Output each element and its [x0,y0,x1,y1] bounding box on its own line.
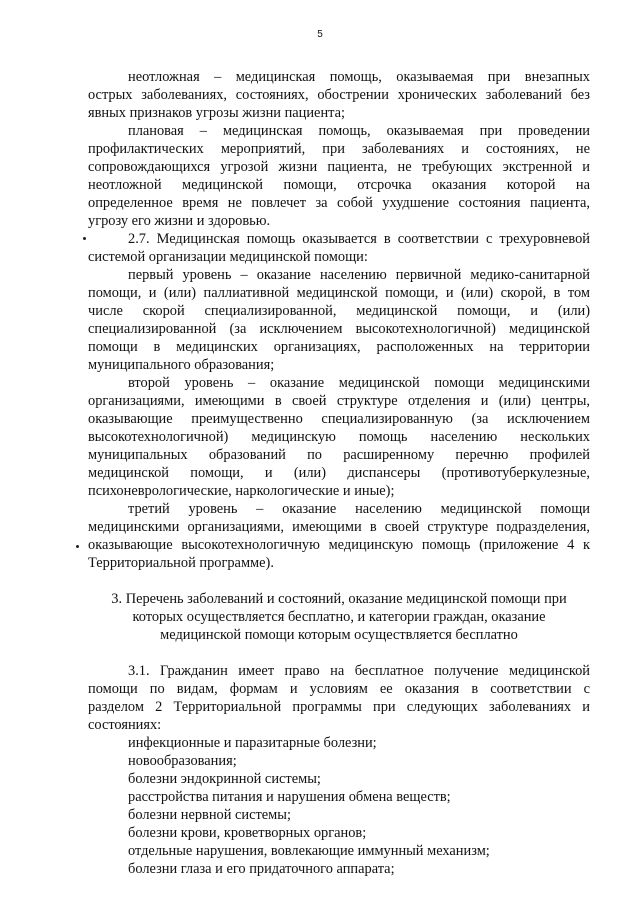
text-line: Территориальной программе). [88,555,274,571]
text-line: расстройства питания и нарушения обмена веществ; [128,789,451,805]
scan-speck [83,237,86,240]
text-line: явных признаков угрозы жизни пациента; [88,105,345,121]
text-line: медицинскими организациями, имеющими в своей структуре подразделения, [88,519,590,535]
text-line: разделом 2 Территориальной программы при следующих заболеваниях и [88,699,590,715]
text-line: состояниях: [88,717,162,733]
text-line: оказывающие высокотехнологичную медицинскую помощь (приложение 4 к [88,537,590,553]
text-line: болезни крови, кроветворных органов; [128,825,367,841]
text-line: второй уровень – оказание медицинской помощи медицинскими [128,375,590,391]
page-number: 5 [317,29,323,40]
text-line: оказывающие преимущественно специализированную (за исключением [88,411,590,427]
text-line: 3. Перечень заболеваний и состояний, оказание медицинской помощи при [111,591,567,607]
text-line: специализированной (за исключением высокотехнологичной) медицинской [88,321,590,337]
text-line: 3.1. Гражданин имеет право на бесплатное получение медицинской [128,663,590,679]
text-line: болезни эндокринной системы; [128,771,321,787]
text-line: профилактических мероприятий, при заболеваниях и состояниях, не [88,141,590,157]
text-line: медицинской помощи которым осуществляется бесплатно [160,627,518,643]
text-line: помощи, и (или) паллиативной медицинской помощи, и (или) скорой, в том [88,285,590,301]
text-line: системой организации медицинской помощи: [88,249,368,265]
text-line: 2.7. Медицинская помощь оказывается в соответствии с трехуровневой [128,231,590,247]
text-line: инфекционные и паразитарные болезни; [128,735,377,751]
text-line: муниципальных образований по расширенному перечню профилей [88,447,590,463]
text-line: угрозу его жизни и здоровью. [88,213,271,229]
text-line: первый уровень – оказание населению первичной медико-санитарной [128,267,590,283]
text-line: числе скорой специализированной, медицинской помощи, и (или) [88,303,590,319]
text-line: болезни нервной системы; [128,807,291,823]
text-line: болезни глаза и его придаточного аппарата; [128,861,395,877]
text-line: высокотехнологичной) медицинскую помощь населению нескольких [88,429,590,445]
text-line: муниципального образования; [88,357,275,373]
text-line: которых осуществляется бесплатно, и категории граждан, оказание [132,609,546,625]
text-line: медицинской помощи, и (или) диспансеры (противотуберкулезные, [88,465,590,481]
text-line: неотложная – медицинская помощь, оказываемая при внезапных [128,69,590,85]
text-line: острых заболеваниях, состояниях, обострении хронических заболеваний без [88,87,590,103]
scan-speck [76,545,79,548]
text-line: помощи по видам, формам и условиям ее оказания в соответствии с [88,681,590,697]
text-line: новообразования; [128,753,237,769]
text-line: сопровождающихся угрозой жизни пациента, не требующих экстренной и [88,159,590,175]
text-line: организациями, имеющими в своей структуре отделения и (или) центры, [88,393,590,409]
text-line: отдельные нарушения, вовлекающие иммунный механизм; [128,843,490,859]
text-line: помощи в медицинских организациях, расположенных на территории [88,339,590,355]
text-line: психоневрологические, наркологические и иные); [88,483,395,499]
text-line: плановая – медицинская помощь, оказываемая при проведении [128,123,590,139]
text-line: третий уровень – оказание населению медицинской помощи [128,501,590,517]
text-line: неотложной медицинской помощи, отсрочка оказания которой на [88,177,590,193]
text-line: определенное время не повлечет за собой ухудшение состояния пациента, [88,195,590,211]
